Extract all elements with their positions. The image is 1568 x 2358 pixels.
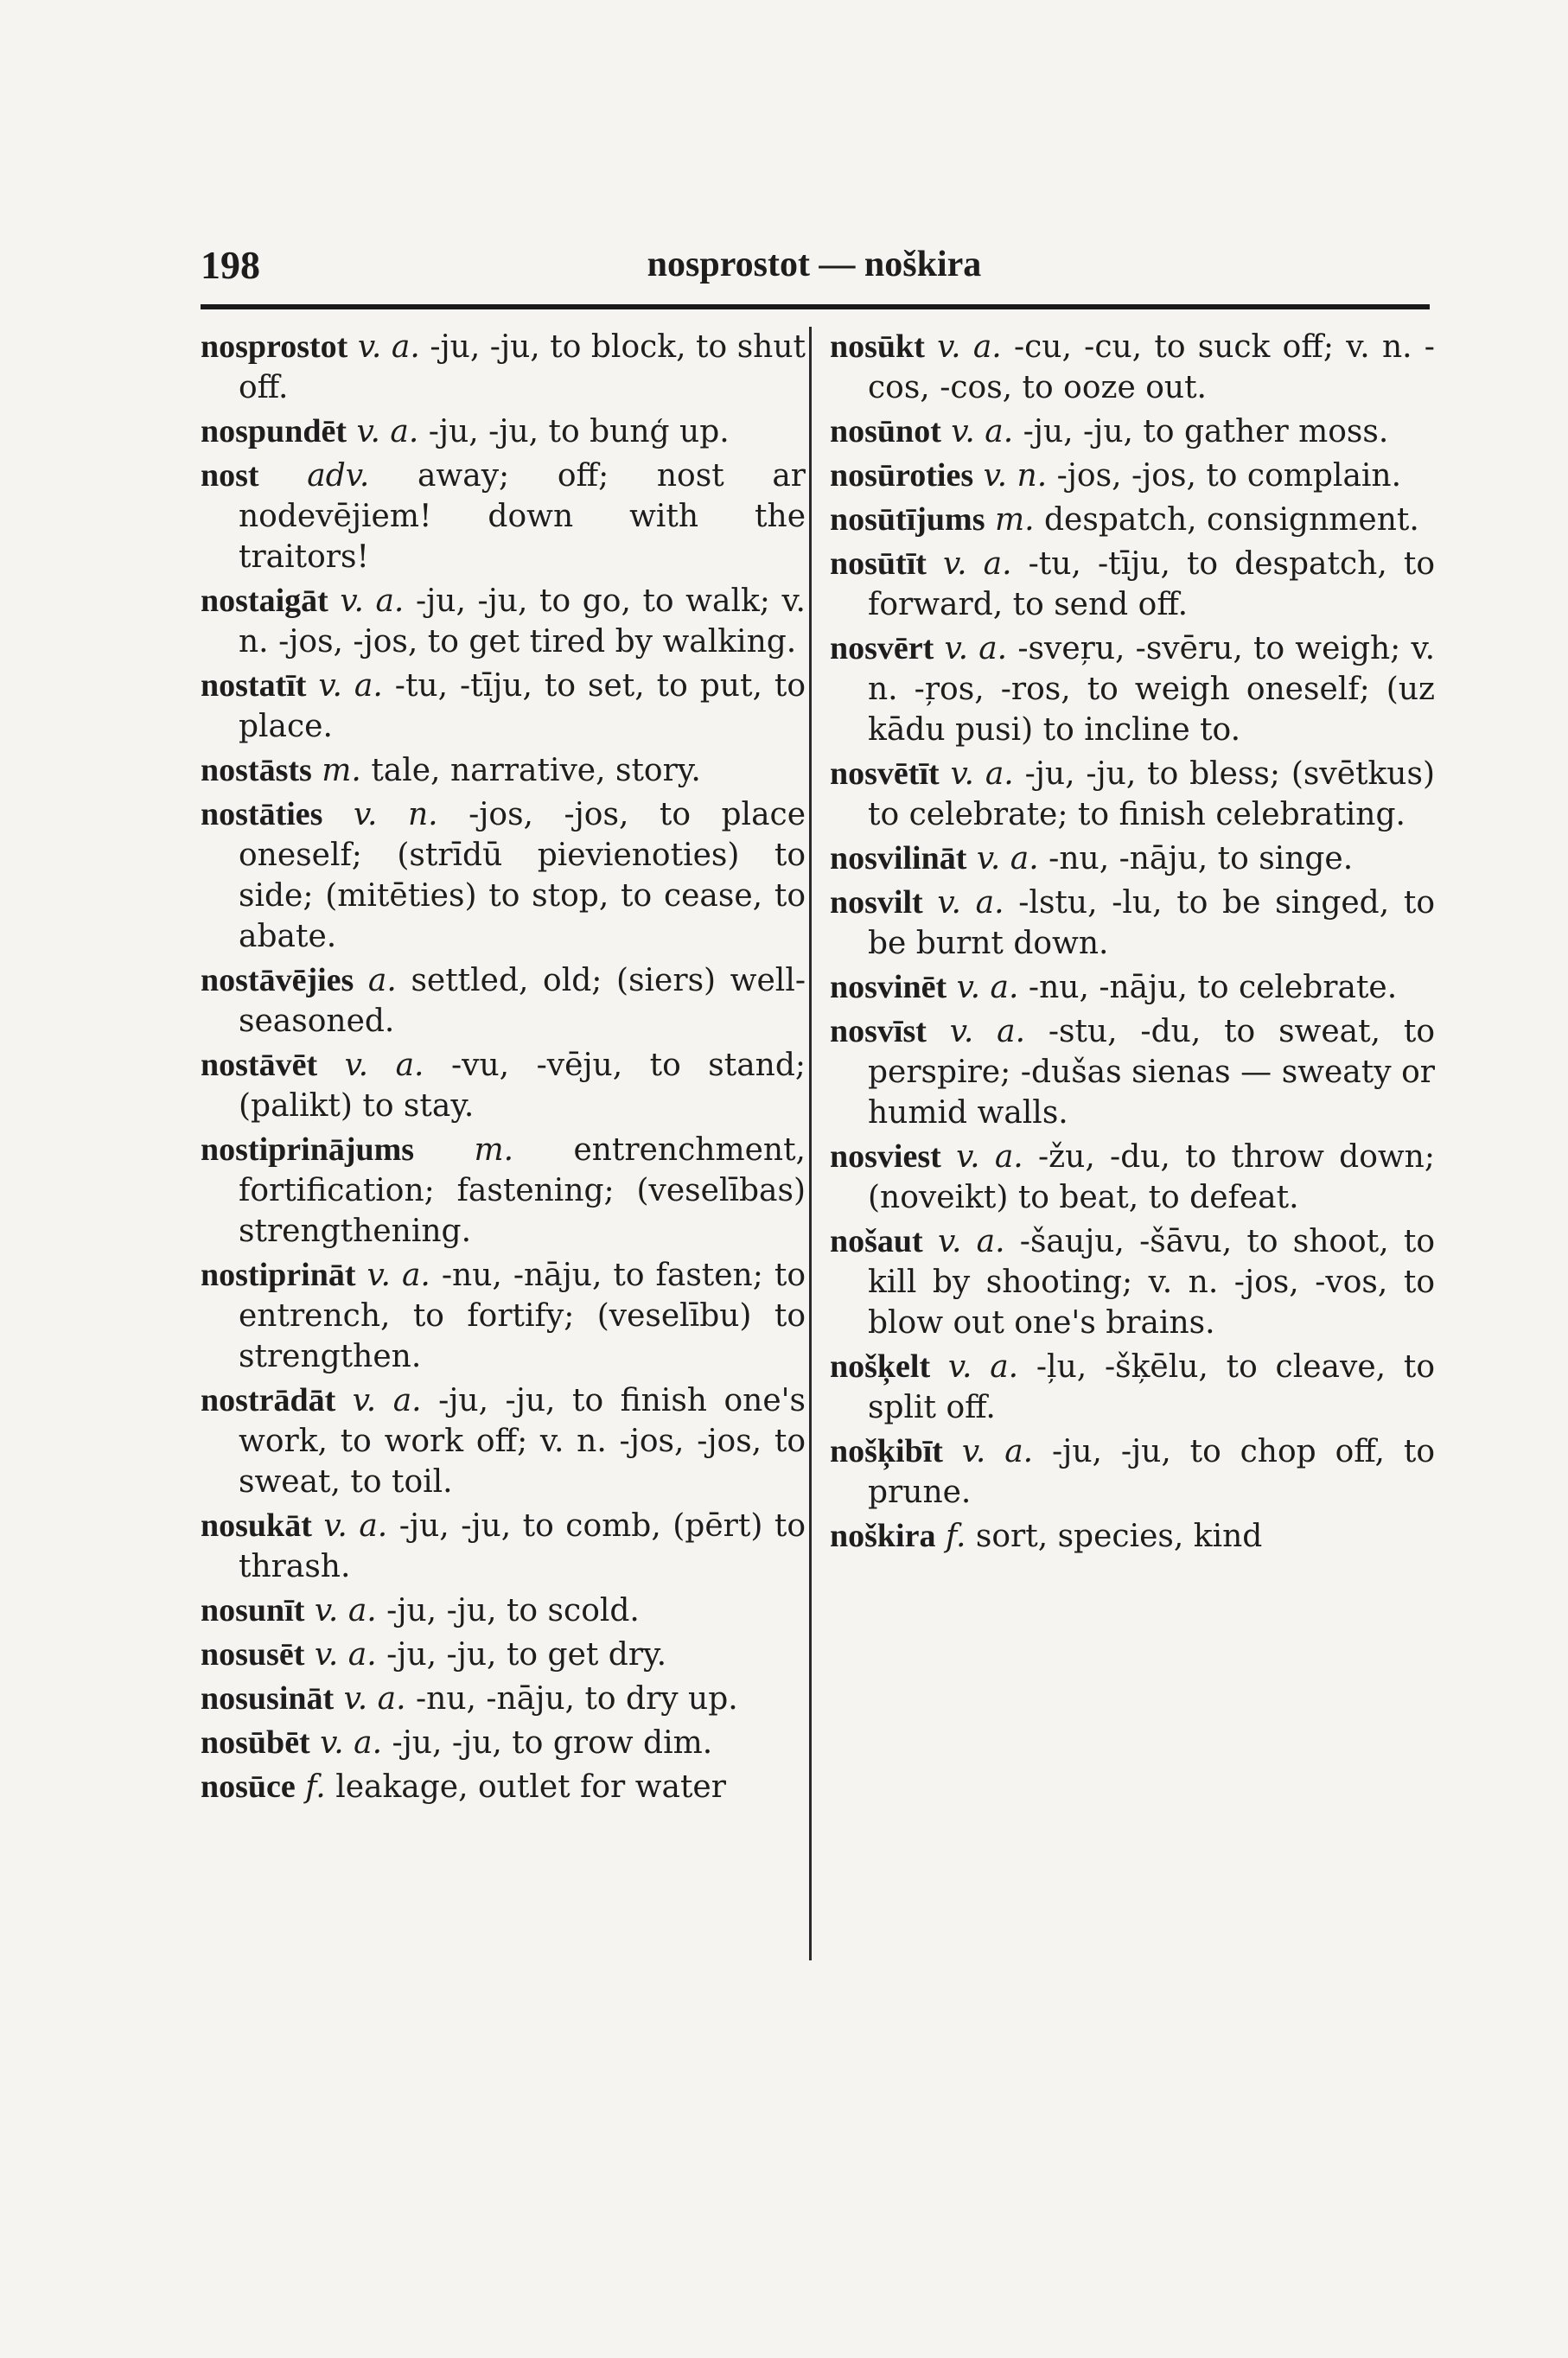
entry-definition: -žu, -du, to throw down; (noveikt) to beat, to defeat. (868, 1139, 1435, 1215)
entry-headword: nosvīst (830, 1013, 927, 1049)
entry-headword: nosvētīt (830, 755, 940, 792)
entry-headword: nosviest (830, 1138, 941, 1175)
dictionary-entry (201, 1380, 806, 1502)
entry-definition: -ju, -ju, to go, to walk; v. n. -jos, -jos, to get tired by walking. (239, 583, 806, 660)
entry-definition: -lstu, -lu, to be singed, to be burnt down. (868, 885, 1435, 961)
entry-headword: nostāvējies (201, 962, 354, 998)
entry-definition: -ju, -ju, to get dry. (386, 1637, 667, 1673)
entry-grammar: v. a. (937, 885, 1004, 921)
page-header (201, 242, 1428, 303)
entry-definition: tale, narrative, story. (371, 753, 701, 788)
entry-grammar: v. a. (314, 1593, 377, 1628)
entry-headword: nosūtījums (830, 501, 985, 538)
dictionary-entry (201, 1723, 806, 1763)
entry-definition: -ju, -ju, to grow dim. (392, 1725, 713, 1761)
dictionary-entry (201, 960, 806, 1042)
dictionary-entry (201, 1590, 806, 1631)
dictionary-entry (201, 794, 806, 957)
dictionary-entry (830, 1431, 1435, 1513)
dictionary-entry (830, 754, 1435, 835)
entry-grammar: v. a. (937, 329, 1002, 365)
entry-definition: -šauju, -šāvu, to shoot, to kill by shooting; v. n. -jos, -vos, to blow out one's brains. (868, 1224, 1435, 1341)
left-column (201, 327, 806, 1811)
entry-headword: nosunīt (201, 1592, 305, 1628)
dictionary-entry (201, 1506, 806, 1587)
entry-grammar: v. a. (956, 970, 1019, 1005)
entry-grammar: v. a. (367, 1258, 430, 1293)
entry-grammar: v. a. (947, 1349, 1019, 1385)
entry-headword: nosvilt (830, 884, 923, 921)
entry-grammar: m. (322, 753, 361, 788)
entry-definition: sort, species, kind (975, 1519, 1263, 1554)
column-divider (809, 327, 812, 1960)
entry-definition: -ju, -ju, to bunģ up. (428, 414, 730, 449)
entry-grammar: v. a. (323, 1508, 388, 1544)
dictionary-entry (830, 411, 1435, 452)
entry-headword: nostiprināt (201, 1257, 356, 1293)
entry-headword: nost (201, 457, 259, 494)
dictionary-entry (201, 327, 806, 408)
entry-headword: nosūtīt (830, 545, 927, 582)
entry-grammar: adv. (307, 458, 370, 494)
entry-headword: nošķelt (830, 1348, 931, 1385)
dictionary-entry (830, 628, 1435, 750)
entry-grammar: v. n. (983, 458, 1048, 494)
entry-definition: entrenchment, fortification; fastening; (veselības) strengthening. (239, 1132, 806, 1249)
entry-definition: -nu, -nāju, to fasten; to entrench, to fortify; (veselību) to strengthen. (239, 1258, 806, 1374)
entry-headword: nosusināt (201, 1680, 335, 1717)
entry-headword: nošķibīt (830, 1433, 943, 1469)
dictionary-entry (201, 1255, 806, 1377)
entry-grammar: m. (474, 1132, 514, 1168)
entry-grammar: v. a. (956, 1139, 1023, 1175)
entry-grammar: v. a. (314, 1637, 377, 1673)
entry-definition: -tu, -tīju, to set, to put, to place. (239, 668, 806, 744)
entry-headword: nostāsts (201, 752, 312, 788)
entry-definition: -ju, -ju, to scold. (386, 1593, 640, 1628)
entry-definition: despatch, consignment. (1044, 502, 1419, 538)
entry-grammar: v. a. (352, 1383, 422, 1418)
entry-grammar: f. (945, 1519, 966, 1554)
entry-grammar: v. a. (951, 414, 1014, 449)
dictionary-entry (201, 456, 806, 577)
entry-definition: -ju, -ju, to bless; (svētkus) to celebrate; to finish celebrating. (868, 756, 1435, 832)
dictionary-entry (830, 1221, 1435, 1343)
entry-grammar: v. a. (356, 414, 419, 449)
dictionary-entry (830, 327, 1435, 408)
right-column (830, 327, 1435, 1560)
dictionary-entry (830, 1347, 1435, 1428)
entry-grammar: v. a. (937, 1224, 1005, 1259)
dictionary-entry (201, 666, 806, 747)
entry-headword: nosūce (201, 1768, 296, 1805)
entry-definition: settled, old; (siers) well-seasoned. (239, 963, 806, 1039)
dictionary-entry (201, 1635, 806, 1675)
entry-headword: nosūroties (830, 457, 974, 494)
entry-grammar: v. a. (944, 631, 1008, 666)
entry-definition: -stu, -du, to sweat, to perspire; -dušas sienas — sweaty or humid walls. (868, 1014, 1436, 1131)
dictionary-entry (201, 581, 806, 662)
dictionary-entry (830, 1137, 1435, 1218)
entry-grammar: f. (305, 1769, 326, 1805)
entry-grammar: v. a. (950, 756, 1014, 792)
dictionary-entry (830, 456, 1435, 496)
entry-headword: nosvērt (830, 630, 934, 666)
dictionary-entry (830, 500, 1435, 540)
dictionary-entry (830, 1011, 1435, 1133)
entry-headword: noškira (830, 1518, 936, 1554)
entry-definition: -tu, -tīju, to despatch, to forward, to send off. (868, 546, 1436, 622)
entry-headword: nostrādāt (201, 1382, 336, 1418)
entry-definition: -nu, -nāju, to celebrate. (1028, 970, 1398, 1005)
entry-headword: nostatīt (201, 667, 307, 704)
entry-definition: -jos, -jos, to complain. (1056, 458, 1402, 494)
entry-definition: -ju, -ju, to gather moss. (1023, 414, 1389, 449)
dictionary-entry (201, 1767, 806, 1807)
entry-definition: -ju, -ju, to finish one's work, to work off; v. n. -jos, -jos, to sweat, to toil. (239, 1383, 806, 1500)
dictionary-entry (830, 883, 1435, 964)
entry-grammar: m. (994, 502, 1035, 538)
entry-grammar: v. n. (353, 797, 438, 832)
entry-headword: nosusēt (201, 1636, 305, 1673)
entry-headword: nostiprinājums (201, 1131, 415, 1168)
dictionary-entry (201, 411, 806, 452)
entry-grammar: v. a. (961, 1434, 1034, 1469)
entry-headword: nosvinēt (830, 969, 947, 1005)
entry-grammar: v. a. (344, 1048, 424, 1083)
entry-grammar: v. a. (949, 1014, 1026, 1049)
entry-definition: leakage, outlet for water (335, 1769, 726, 1805)
dictionary-entry (201, 1130, 806, 1252)
header-rule (201, 304, 1430, 309)
entry-definition: -vu, -vēju, to stand; (palikt) to stay. (239, 1048, 806, 1124)
entry-headword: nosvilināt (830, 840, 967, 876)
running-title: nosprostot — noškira (647, 245, 982, 284)
entry-grammar: v. a. (976, 841, 1039, 876)
entry-definition: -jos, -jos, to place oneself; (strīdū pievienoties) to side; (mitēties) to stop, to cease, to abate. (239, 797, 806, 954)
entry-headword: nospundēt (201, 413, 347, 449)
entry-headword: nostāties (201, 796, 323, 832)
entry-definition: -nu, -nāju, to dry up. (415, 1681, 738, 1717)
entry-grammar: v. a. (320, 1725, 383, 1761)
dictionary-entry (830, 544, 1435, 625)
entry-definition: -sveŗu, -svēru, to weigh; v. n. -ŗos, -ros, to weigh oneself; (uz kādu pusi) to incline to. (868, 631, 1436, 748)
entry-headword: nosūnot (830, 413, 941, 449)
dictionary-entry (201, 1679, 806, 1719)
entry-definition: -nu, -nāju, to singe. (1049, 841, 1354, 876)
dictionary-entry (201, 1045, 806, 1126)
entry-definition: -ju, -ju, to comb, (pērt) to thrash. (239, 1508, 806, 1584)
entry-definition: -ju, -ju, to block, to shut off. (239, 329, 806, 405)
entry-grammar: a. (367, 963, 397, 998)
dictionary-entry (201, 750, 806, 791)
entry-headword: nosprostot (201, 328, 348, 365)
entry-grammar: v. a. (340, 583, 405, 619)
entry-grammar: v. a. (343, 1681, 406, 1717)
entry-headword: nostāvēt (201, 1047, 318, 1083)
entry-definition: -cu, -cu, to suck off; v. n. -cos, -cos, to ooze out. (868, 329, 1435, 405)
dictionary-entry (830, 838, 1435, 879)
entry-headword: nosūbēt (201, 1724, 310, 1761)
entry-definition: -ļu, -šķēlu, to cleave, to split off. (868, 1349, 1435, 1425)
entry-headword: nosukāt (201, 1507, 312, 1544)
entry-headword: nostaigāt (201, 583, 328, 619)
entry-definition: away; off; nost ar nodevējiem! down with the traitors! (239, 458, 806, 575)
entry-grammar: v. a. (318, 668, 383, 704)
dictionary-entry (830, 967, 1435, 1008)
entry-headword: nosūkt (830, 328, 925, 365)
entry-headword: nošaut (830, 1223, 923, 1259)
entry-grammar: v. a. (943, 546, 1012, 582)
page-number: 198 (201, 243, 260, 287)
entry-grammar: v. a. (357, 329, 420, 365)
dictionary-entry (830, 1516, 1435, 1557)
entry-definition: -ju, -ju, to chop off, to prune. (868, 1434, 1435, 1510)
